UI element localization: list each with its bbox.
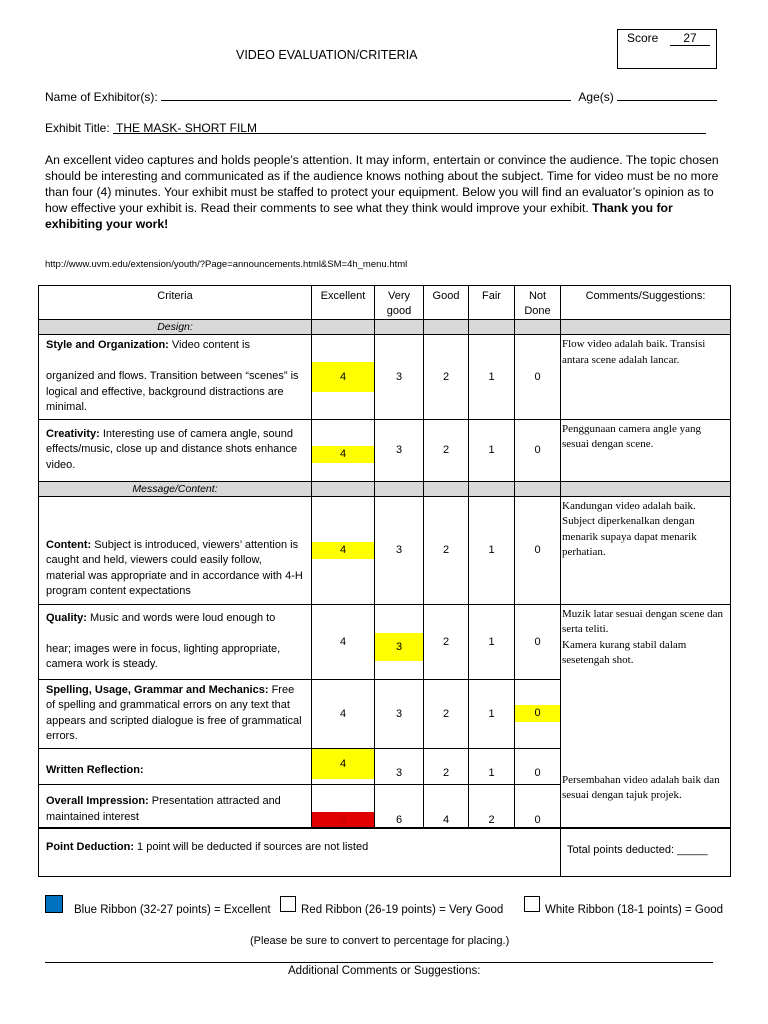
comment-cell: Kandungan video adalah baik. Subject diperkenalkan dengan menarik supaya dapat menarik perhatian.: [561, 496, 731, 604]
criteria-spelling: Spelling, Usage, Grammar and Mechanics: Free of spelling and grammatical errors on any text that appears and scripted dialogue is free of grammatical errors.: [39, 679, 312, 748]
score-cell[interactable]: 3: [375, 679, 424, 748]
score-cell[interactable]: 2: [424, 748, 469, 784]
score-cell[interactable]: 1: [469, 335, 515, 420]
score-cell[interactable]: 4: [312, 748, 375, 784]
white-ribbon-checkbox[interactable]: [524, 896, 540, 912]
blue-ribbon-label: Blue Ribbon (32-27 points) = Excellent: [74, 904, 271, 916]
score-cell[interactable]: 4: [424, 784, 469, 828]
section-message-label: Message/Content:: [39, 481, 312, 496]
exhibit-title-label: Exhibit Title:: [45, 121, 110, 135]
red-ribbon-checkbox[interactable]: [280, 896, 296, 912]
score-label: Score: [627, 31, 659, 45]
criteria-table: [38, 285, 731, 877]
score-cell[interactable]: 8: [312, 784, 375, 828]
comment-cell: Muzik latar sesuai dengan scene dan serta teliti. Kamera kurang stabil dalam sesetengah shot. Persembahan video adalah baik dan sesuai dengan tajuk projek.: [561, 604, 731, 828]
header-very-good: Very good: [375, 286, 424, 320]
exhibitor-row: [45, 88, 717, 104]
exhibitor-name-label: Name of Exhibitor(s):: [45, 90, 158, 104]
header-criteria: Criteria: [39, 286, 312, 320]
header-comments: Comments/Suggestions:: [561, 286, 731, 320]
criteria-content: Content: Subject is introduced, viewers’ attention is caught and held, viewers could easily follow, material was appropriate and in accordance with 4-H program content expectations: [39, 496, 312, 604]
header-excellent: Excellent: [312, 286, 375, 320]
red-ribbon-label: Red Ribbon (26-19 points) = Very Good: [301, 904, 504, 916]
page-title: VIDEO EVALUATION/CRITERIA: [236, 48, 418, 62]
score-cell[interactable]: 1: [469, 748, 515, 784]
age-label: Age(s): [578, 90, 614, 104]
score-cell[interactable]: 3: [375, 496, 424, 604]
header-not-done: Not Done: [515, 286, 561, 320]
score-cell[interactable]: 0: [515, 496, 561, 604]
section-message-row: [39, 481, 731, 496]
deduction-row: [39, 828, 731, 876]
score-cell[interactable]: 2: [424, 335, 469, 420]
score-cell[interactable]: 4: [312, 604, 375, 679]
table-row: [39, 604, 731, 679]
score-cell[interactable]: 4: [312, 419, 375, 481]
score-cell[interactable]: 3: [375, 335, 424, 420]
age-field[interactable]: [617, 88, 717, 101]
score-cell[interactable]: 2: [424, 679, 469, 748]
exhibit-title-field[interactable]: THE MASK- SHORT FILM: [113, 121, 706, 134]
table-row: [39, 335, 731, 420]
header-good: Good: [424, 286, 469, 320]
table-header-row: [39, 286, 731, 320]
criteria-creativity: Creativity: Interesting use of camera angle, sound effects/music, close up and distance shots enhance video.: [39, 419, 312, 481]
score-cell[interactable]: 1: [469, 679, 515, 748]
score-cell[interactable]: 1: [469, 604, 515, 679]
point-deduction: Point Deduction: 1 point will be deducted if sources are not listed: [39, 828, 561, 876]
score-cell[interactable]: 1: [469, 419, 515, 481]
score-cell[interactable]: 0: [515, 604, 561, 679]
table-row: [39, 419, 731, 481]
score-cell[interactable]: 0: [515, 784, 561, 828]
criteria-written-reflection: Written Reflection:: [39, 748, 312, 784]
score-box: [617, 29, 717, 69]
score-cell[interactable]: 4: [312, 496, 375, 604]
convert-note: (Please be sure to convert to percentage for placing.): [250, 935, 510, 947]
score-cell[interactable]: 3: [375, 604, 424, 679]
total-points-deducted[interactable]: Total points deducted: _____: [561, 828, 731, 876]
score-cell[interactable]: 0: [515, 419, 561, 481]
table-row: [39, 496, 731, 604]
score-cell[interactable]: 2: [424, 419, 469, 481]
additional-comments-heading: Additional Comments or Suggestions:: [288, 965, 481, 977]
header-fair: Fair: [469, 286, 515, 320]
section-design-label: Design:: [39, 320, 312, 335]
score-cell[interactable]: 4: [312, 679, 375, 748]
comment-cell: Penggunaan camera angle yang sesuai dengan scene.: [561, 419, 731, 481]
divider: [45, 962, 713, 963]
score-cell[interactable]: 6: [375, 784, 424, 828]
criteria-quality: Quality: Music and words were loud enough to hear; images were in focus, lighting appropriate, camera work is steady.: [39, 604, 312, 679]
section-design-row: [39, 320, 731, 335]
criteria-overall-impression: Overall Impression: Presentation attracted and maintained interest: [39, 784, 312, 828]
intro-thanks: Thank you for exhibiting your work!: [45, 201, 673, 231]
score-cell[interactable]: 0: [515, 748, 561, 784]
white-ribbon-label: White Ribbon (18-1 points) = Good: [545, 904, 724, 916]
score-cell[interactable]: 2: [424, 604, 469, 679]
reference-url: http://www.uvm.edu/extension/youth/?Page=announcements.html&SM=4h_menu.html: [45, 259, 408, 270]
exhibitor-name-field[interactable]: [161, 88, 571, 101]
score-value: 27: [670, 31, 710, 46]
score-cell[interactable]: 0: [515, 679, 561, 748]
score-cell[interactable]: 3: [375, 419, 424, 481]
score-cell[interactable]: 0: [515, 335, 561, 420]
blue-ribbon-checkbox[interactable]: [45, 895, 63, 913]
score-cell[interactable]: 3: [375, 748, 424, 784]
comment-cell: Flow video adalah baik. Transisi antara scene adalah lancar.: [561, 335, 731, 420]
score-cell[interactable]: 2: [469, 784, 515, 828]
intro-text: An excellent video captures and holds people’s attention. It may inform, entertain or convince the audience. The topic chosen should be interesting and communicated as if the audience knows nothing about the subject. Time for video must be no more than four (4) minutes. Your exhibit must be staffed to protect your equipment. Below you will find an evaluator’s opinion as to how effective your exhibit is. Read their comments to see what they think would improve your exhibit.: [45, 153, 719, 215]
score-cell[interactable]: 1: [469, 496, 515, 604]
criteria-style-organization: Style and Organization: Video content is organized and flows. Transition between “scenes” is logical and effective, background distractions are minimal.: [39, 335, 312, 420]
intro-paragraph: [45, 152, 725, 232]
score-cell[interactable]: 2: [424, 496, 469, 604]
score-cell[interactable]: 4: [312, 335, 375, 420]
exhibit-title-row: [45, 121, 706, 135]
